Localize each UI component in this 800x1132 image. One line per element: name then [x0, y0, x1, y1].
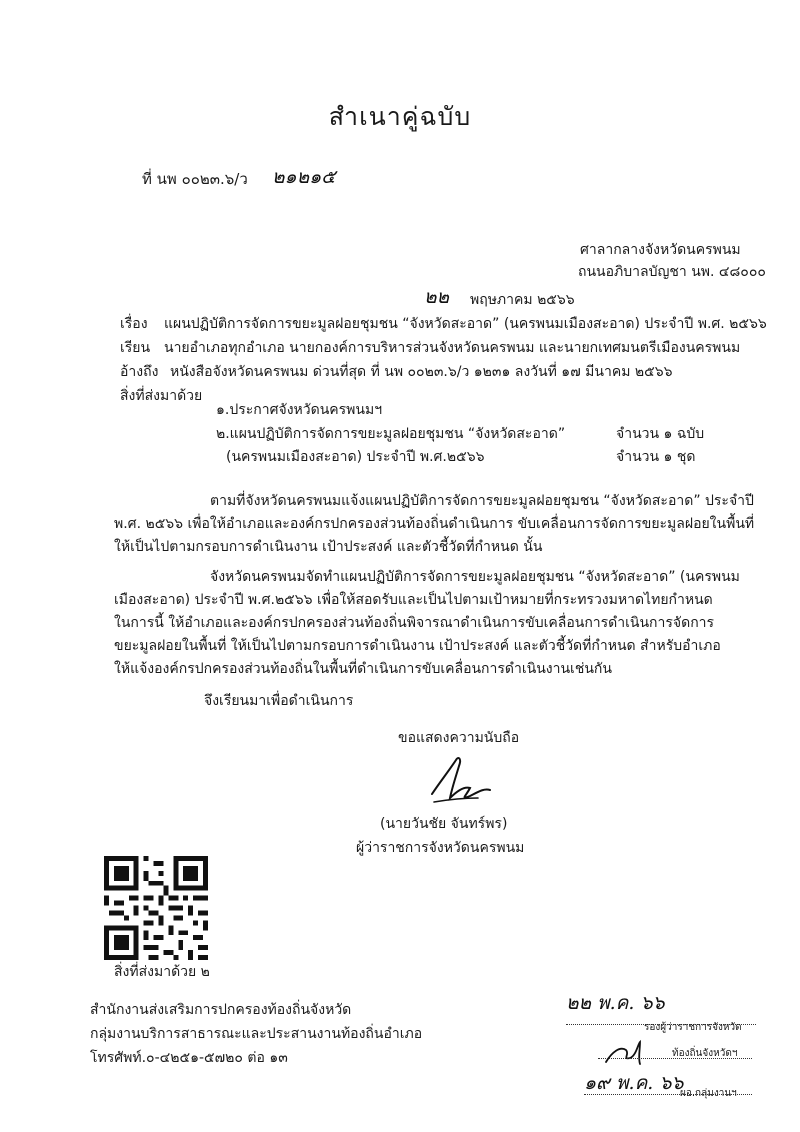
enclosure-item-2-continued: (นครพนมเมืองสะอาด) ประจำปี พ.ศ.๒๕๖๖	[226, 449, 485, 465]
paragraph-1-line-2: พ.ศ. ๒๕๖๖ เพื่อให้อำเภอและองค์กรปกครองส่วนท้องถิ่นดำเนินการ ขับเคลื่อนการจัดการขยะมูลฝอยในพื้นที่	[114, 516, 755, 532]
enclosure-quantity-2: จำนวน ๑ ชุด	[616, 449, 696, 465]
enclosure-item-2: ๒.แผนปฏิบัติการจัดการขยะมูลฝอยชุมชน “จังหวัดสะอาด”	[216, 426, 566, 442]
enclosure-item-1: ๑.ประกาศจังหวัดนครพนมฯ	[216, 402, 383, 418]
office-name: ศาลากลางจังหวัดนครพนม	[580, 242, 741, 258]
paragraph-2-line-1: จังหวัดนครพนมจัดทำแผนปฏิบัติการจัดการขยะมูลฝอยชุมชน “จังหวัดสะอาด” (นครพนม	[210, 569, 740, 585]
paragraph-2-line-4: ขยะมูลฝอยในพื้นที่ ให้เป็นไปตามกรอบการดำเนินงาน เป้าประสงค์ และตัวชี้วัดที่กำหนด สำหรับอำเภอ	[114, 638, 721, 654]
approval-label-local-office: ท้องถิ่นจังหวัดฯ	[672, 1048, 738, 1059]
recipient-label: เรียน	[120, 340, 151, 356]
qr-caption: สิ่งที่ส่งมาด้วย ๒	[114, 964, 210, 980]
approval-signature-2-image	[600, 1038, 650, 1068]
paragraph-2-line-3: ในการนี้ ให้อำเภอและองค์กรปกครองส่วนท้องถิ่นพิจารณาดำเนินการขับเคลื่อนการดำเนินการจัดการ	[114, 615, 715, 631]
recipient-text: นายอำเภอทุกอำเภอ นายกองค์การบริหารส่วนจังหวัดนครพนม และนายกเทศมนตรีเมืองนครพนม	[164, 340, 741, 356]
governor-signature-image	[426, 752, 496, 810]
subject-text: แผนปฏิบัติการจัดการขยะมูลฝอยชุมชน “จังหวัดสะอาด” (นครพนมเมืองสะอาด) ประจำปี พ.ศ. ๒๕๖๖	[164, 316, 767, 332]
paragraph-1-line-3: ให้เป็นไปตามกรอบการดำเนินงาน เป้าประสงค์ และตัวชี้วัดที่กำหนด นั้น	[114, 539, 543, 555]
date-day-handwritten: ๒๒	[424, 286, 450, 308]
footer-phone-line: โทรศัพท์.๐-๔๒๕๑-๕๗๒๐ ต่อ ๑๓	[90, 1050, 288, 1066]
paragraph-1-line-1: ตามที่จังหวัดนครพนมแจ้งแผนปฏิบัติการจัดการขยะมูลฝอยชุมชน “จังหวัดสะอาด” ประจำปี	[210, 493, 754, 509]
approval-note-1-handwritten: ๒๒ พ.ค. ๖๖	[566, 992, 665, 1014]
office-address: ถนนอภิบาลบัญชา นพ. ๔๘๐๐๐	[578, 264, 766, 280]
footer-division-line: กลุ่มงานบริการสาธารณะและประสานงานท้องถิ่นอำเภอ	[90, 1026, 423, 1042]
reference-number-prefix: ที่ นพ ๐๐๒๓.๖/ว	[142, 170, 248, 188]
approval-label-division-director: ผอ.กลุ่มงานฯ	[680, 1088, 737, 1099]
enclosure-quantity-1: จำนวน ๑ ฉบับ	[616, 426, 705, 442]
paragraph-2-line-2: เมืองสะอาด) ประจำปี พ.ศ.๒๕๖๖ เพื่อให้สอดรับและเป็นไปตามเป้าหมายที่กระทรวงมหาดไทยกำหนด	[114, 592, 713, 608]
reference-number-handwritten: ๒๑๒๑๕	[272, 166, 336, 188]
enclosures-label: สิ่งที่ส่งมาด้วย	[120, 388, 203, 404]
signatory-name: (นายวันชัย จันทร์พร)	[380, 816, 508, 832]
paragraph-2-line-5: ให้แจ้งองค์กรปกครองส่วนท้องถิ่นในพื้นที่ดำเนินการขับเคลื่อนการดำเนินงานเช่นกัน	[114, 661, 612, 677]
date-month-year: พฤษภาคม ๒๕๖๖	[470, 292, 575, 308]
footer-office-line: สำนักงานส่งเสริมการปกครองท้องถิ่นจังหวัด	[90, 1002, 352, 1018]
signatory-position: ผู้ว่าราชการจังหวัดนครพนม	[356, 840, 525, 856]
reference-label: อ้างถึง	[120, 364, 159, 380]
subject-label: เรื่อง	[120, 316, 148, 332]
closing-salutation: ขอแสดงความนับถือ	[398, 730, 520, 746]
closing-paragraph: จึงเรียนมาเพื่อดำเนินการ	[204, 693, 354, 709]
approval-note-3-handwritten: ๑๙ พ.ค. ๖๖	[584, 1072, 684, 1094]
approval-label-deputy-governor: รองผู้ว่าราชการจังหวัด	[644, 1022, 742, 1033]
qr-code-image[interactable]	[104, 856, 208, 960]
document-title: สำเนาคู่ฉบับ	[328, 102, 472, 131]
reference-text: หนังสือจังหวัดนครพนม ด่วนที่สุด ที่ นพ ๐๐๒๓.๖/ว ๑๒๓๑ ลงวันที่ ๑๗ มีนาคม ๒๕๖๖	[170, 364, 673, 380]
